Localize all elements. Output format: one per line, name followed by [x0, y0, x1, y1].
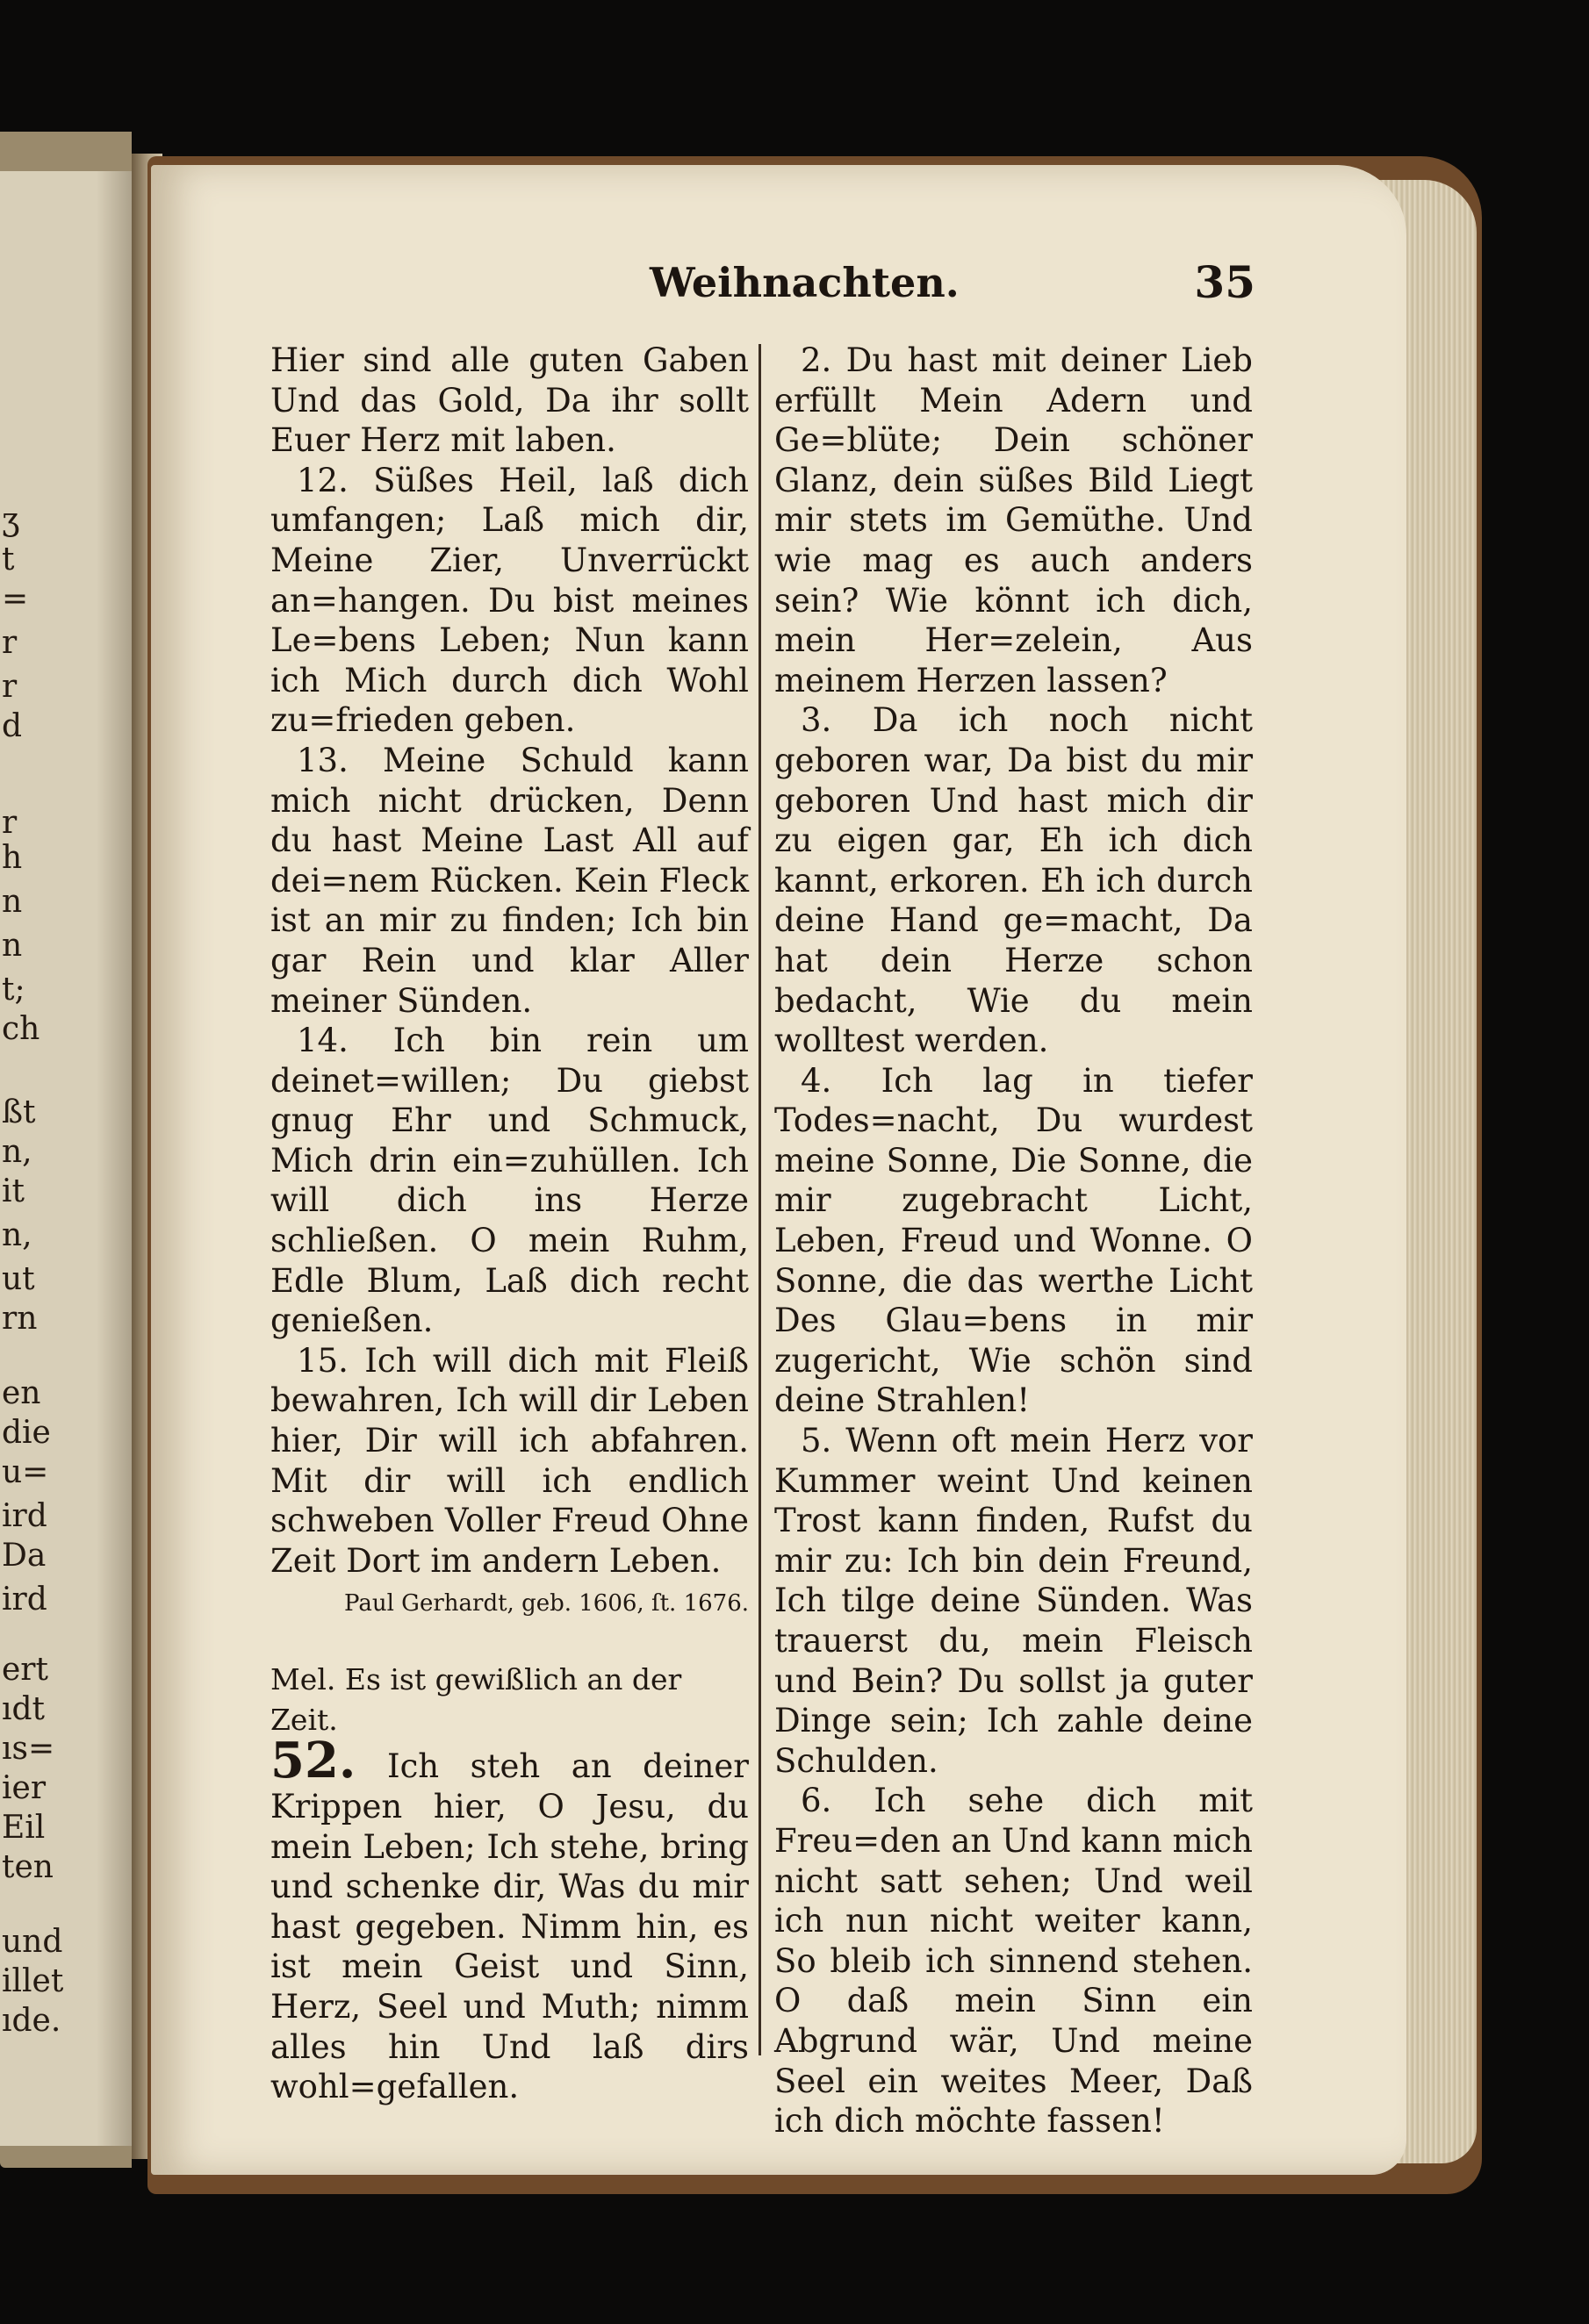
left-fragment: ird	[2, 1582, 47, 1617]
verse-4: 4. Ich lag in tiefer Todes=nacht, Du wurdest meine Sonne, Die Sonne, die mir zugebracht Licht, Leben, Freud und Wonne. O Sonne, die das werthe Licht Des Glau=bens in mir zugericht, Wie schön sind deine Strahlen!	[774, 1061, 1253, 1420]
page-header	[263, 256, 1255, 318]
verse-2: 2. Du hast mit deiner Lieb erfüllt Mein Adern und Ge=blüte; Dein schöner Glanz, dein süßes Bild Liegt mir stets im Gemüthe. Und wie mag es auch anders sein? Wie könnt ich dich, mein Her=zelein, Aus meinem Herzen lassen?	[774, 341, 1253, 699]
left-fragment: n	[2, 884, 23, 920]
page-number: 35	[1194, 256, 1255, 308]
left-fragment: ier	[2, 1770, 47, 1806]
left-fragment: n	[2, 928, 23, 964]
left-fragment: ıdt	[2, 1691, 46, 1727]
left-fragment: t;	[2, 972, 25, 1008]
left-fragment: illet	[2, 1963, 64, 1999]
left-fragment: ert	[2, 1652, 48, 1688]
left-fragment: Eil	[2, 1810, 46, 1846]
verse-5: 5. Wenn oft mein Herz vor Kummer weint Und keinen Trost kann finden, Rufst du mir zu: Ich bin dein Freund, Ich tilge deine Sünden. Was trauerst du, mein Fleisch und Bein? Du sollst ja guter Dinge sein; Ich zahle deine Schulden.	[774, 1422, 1253, 1780]
author-attribution: Paul Gerhardt, geb. 1606, ſt. 1676.	[344, 1590, 749, 1617]
left-fragment: ıs=	[2, 1731, 55, 1767]
verse-15: 15. Ich will dich mit Fleiß bewahren, Ich will dir Leben hier, Dir will ich abfahren. Mit dir will ich endlich schweben Voller Freud Ohne Zeit Dort im andern Leben.	[270, 1341, 749, 1580]
left-fragment: die	[2, 1415, 51, 1451]
left-fragment: t	[2, 542, 15, 577]
verse-14: 14. Ich bin rein um deinet=willen; Du giebst gnug Ehr und Schmuck, Mich drin ein=zuhüllen. Ich will dich ins Herze schließen. O mein Ruhm, Edle Blum, Laß dich recht genießen.	[270, 1022, 749, 1340]
verse-13: 13. Meine Schuld kann mich nicht drücken, Denn du hast Meine Last All auf dei=nem Rücken. Kein Fleck ist an mir zu finden; Ich bin gar Rein und klar Aller meiner Sünden.	[270, 741, 749, 1020]
hymn-52	[270, 1732, 749, 2106]
left-fragment: ıde.	[2, 2003, 61, 2039]
left-fragment: ut	[2, 1261, 35, 1297]
left-fragment: r	[2, 625, 18, 661]
melody-line: Mel. Es ist gewißlich an der Zeit.	[270, 1662, 682, 1738]
left-fragment: ch	[2, 1011, 40, 1047]
left-fragment: ten	[2, 1849, 54, 1885]
left-fragment: und	[2, 1924, 63, 1960]
left-page	[0, 171, 149, 2146]
left-fragment: n,	[2, 1217, 32, 1253]
verse-3: 3. Da ich noch nicht geboren war, Da bist du mir geboren Und hast mich dir zu eigen gar, Eh ich dich kannt, erkoren. Eh ich durch deine Hand ge=macht, Da hat dein Herze schon bedacht, Wie du mein wolltest werden.	[774, 701, 1253, 1060]
column-divider	[759, 344, 761, 2055]
left-column	[270, 341, 749, 2107]
left-fragment: h	[2, 840, 23, 876]
hymn-52-text: Ich steh an deiner Krippen hier, O Jesu, du mein Leben; Ich stehe, bring und schenke dir, Was du mir hast gegeben. Nimm hin, es ist mein Geist und Sinn, Herz, Seel und Muth; nimm alles hin Und laß dirs wohl=gefallen.	[270, 1747, 749, 2106]
left-fragment: ird	[2, 1498, 47, 1534]
verse-12: 12. Süßes Heil, laß dich umfangen; Laß mich dir, Meine Zier, Unverrückt an=hangen. Du bist meines Le=bens Leben; Nun kann ich Mich durch dich Wohl zu=frieden geben.	[270, 461, 749, 740]
left-fragment: r	[2, 805, 18, 841]
running-title: Weihnachten.	[650, 259, 960, 306]
left-fragment: en	[2, 1375, 41, 1411]
left-fragment: Da	[2, 1538, 47, 1574]
verse-continuation: Hier sind alle guten Gaben Und das Gold, Da ihr sollt Euer Herz mit laben.	[270, 341, 749, 460]
left-fragment: rn	[2, 1301, 38, 1337]
right-column	[774, 341, 1253, 2141]
hymn-number: 52.	[270, 1732, 356, 1790]
left-fragment: ʒ	[2, 502, 20, 538]
left-fragment: u=	[2, 1454, 49, 1490]
left-fragment: it	[2, 1173, 25, 1209]
left-fragment: r	[2, 669, 18, 705]
verse-6: 6. Ich sehe dich mit Freu=den an Und kann mich nicht satt sehen; Und weil ich nun nicht weiter kann, So bleib ich sinnend stehen. O daß mein Sinn ein Abgrund wär, Und meine Seel ein weites Meer, Daß ich dich möchte fassen!	[774, 1782, 1253, 2141]
left-fragment: ßt	[2, 1094, 36, 1130]
left-fragment: =	[2, 581, 29, 617]
left-fragment: d	[2, 708, 23, 744]
left-fragment: n,	[2, 1134, 32, 1170]
